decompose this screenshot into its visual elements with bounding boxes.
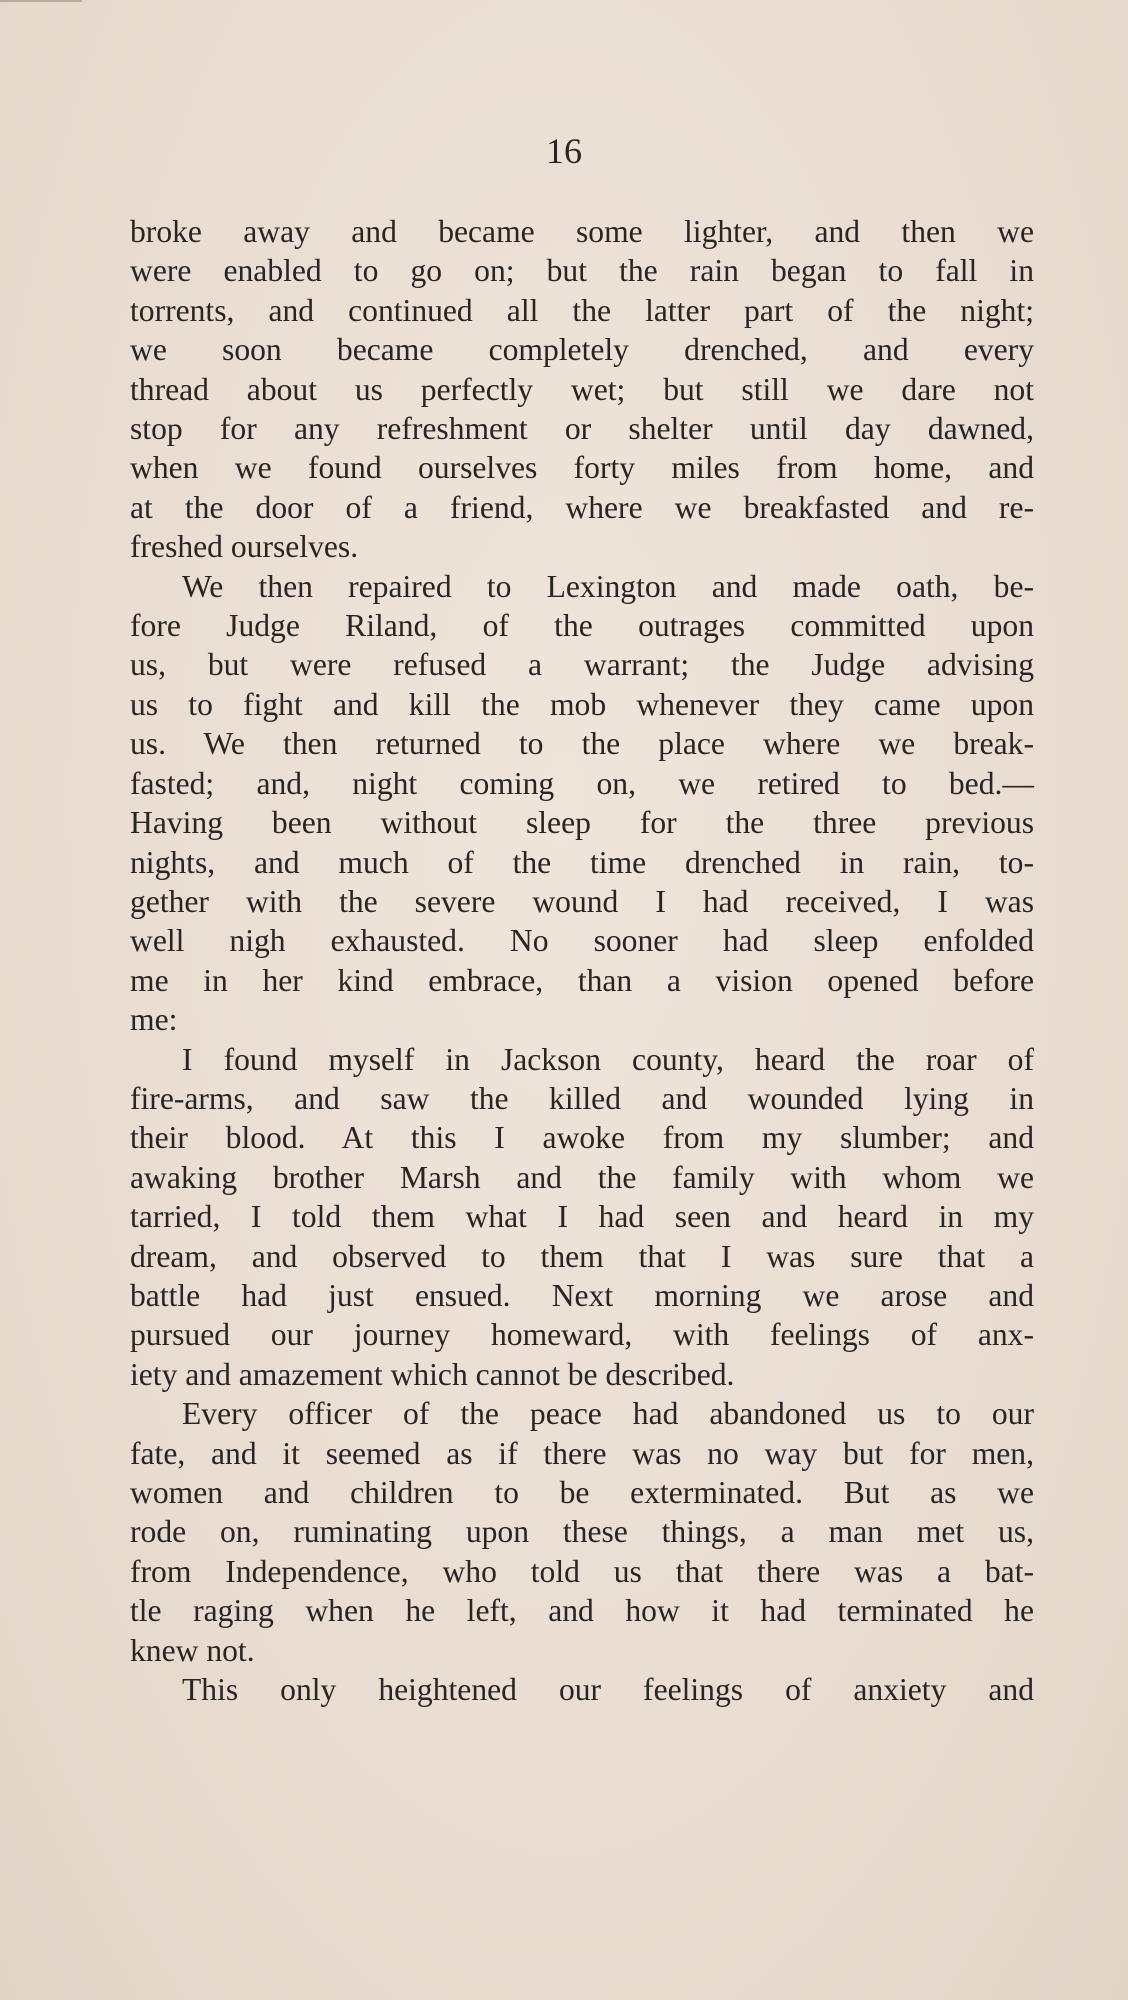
text-line: awaking brother Marsh and the family with whom we	[130, 1159, 1034, 1195]
text-line: fore Judge Riland, of the outrages committed upon	[130, 608, 1034, 644]
page-number: 16	[546, 131, 582, 171]
text-line: knew not.	[130, 1632, 255, 1668]
text-line: battle had just ensued. Next morning we arose and	[130, 1277, 1034, 1313]
text-line: from Independence, who told us that there was a bat-	[130, 1553, 1034, 1589]
text-line: fate, and it seemed as if there was no way but for men,	[130, 1435, 1034, 1471]
text-line: us. We then returned to the place where we break-	[130, 726, 1034, 762]
text-line: women and children to be exterminated. But as we	[130, 1475, 1034, 1510]
text-line: freshed ourselves.	[130, 529, 359, 565]
text-line: thread about us perfectly wet; but still we dare not	[130, 371, 1034, 407]
text-line: were enabled to go on; but the rain began to fall in	[130, 253, 1034, 289]
text-line: stop for any refreshment or shelter until day dawned,	[130, 411, 1034, 447]
text-line: fasted; and, night coming on, we retired to bed.—	[130, 765, 1034, 801]
text-line: their blood. At this I awoke from my slumber; and	[130, 1120, 1034, 1156]
text-line: torrents, and continued all the latter part of the night;	[130, 292, 1034, 328]
text-line: me in her kind embrace, than a vision opened before	[130, 962, 1034, 998]
text-line: tarried, I told them what I had seen and heard in my	[130, 1199, 1034, 1235]
text-line: rode on, ruminating upon these things, a man met us,	[130, 1514, 1034, 1550]
text-line: us to fight and kill the mob whenever they came upon	[130, 686, 1034, 722]
text-line: at the door of a friend, where we breakfasted and re-	[130, 489, 1034, 525]
text-line: broke away and became some lighter, and then we	[130, 214, 1034, 249]
text-line: We then repaired to Lexington and made oath, be-	[182, 568, 1034, 604]
text-line: iety and amazement which cannot be described.	[130, 1356, 735, 1392]
text-line: me:	[130, 1002, 178, 1038]
text-line: well nigh exhausted. No sooner had sleep enfolded	[130, 923, 1034, 959]
text-line: tle raging when he left, and how it had terminated he	[130, 1593, 1034, 1629]
text-line: This only heightened our feelings of anxiety and	[182, 1672, 1034, 1708]
text-line: fire-arms, and saw the killed and wounded lying in	[130, 1080, 1034, 1116]
text-line: we soon became completely drenched, and every	[130, 332, 1034, 368]
body-text	[130, 212, 1034, 1709]
text-line: us, but were refused a warrant; the Judge advising	[130, 647, 1034, 683]
text-line: gether with the severe wound I had received, I was	[130, 883, 1034, 919]
text-line: I found myself in Jackson county, heard the roar of	[182, 1041, 1034, 1077]
text-line: dream, and observed to them that I was sure that a	[130, 1238, 1034, 1274]
text-line: Having been without sleep for the three previous	[130, 805, 1034, 841]
text-line: pursued our journey homeward, with feelings of anx-	[130, 1317, 1034, 1353]
text-line: when we found ourselves forty miles from home, and	[130, 450, 1034, 486]
edge-rule	[0, 0, 82, 2]
text-line: Every officer of the peace had abandoned us to our	[182, 1396, 1034, 1432]
text-line: nights, and much of the time drenched in rain, to-	[130, 844, 1034, 880]
